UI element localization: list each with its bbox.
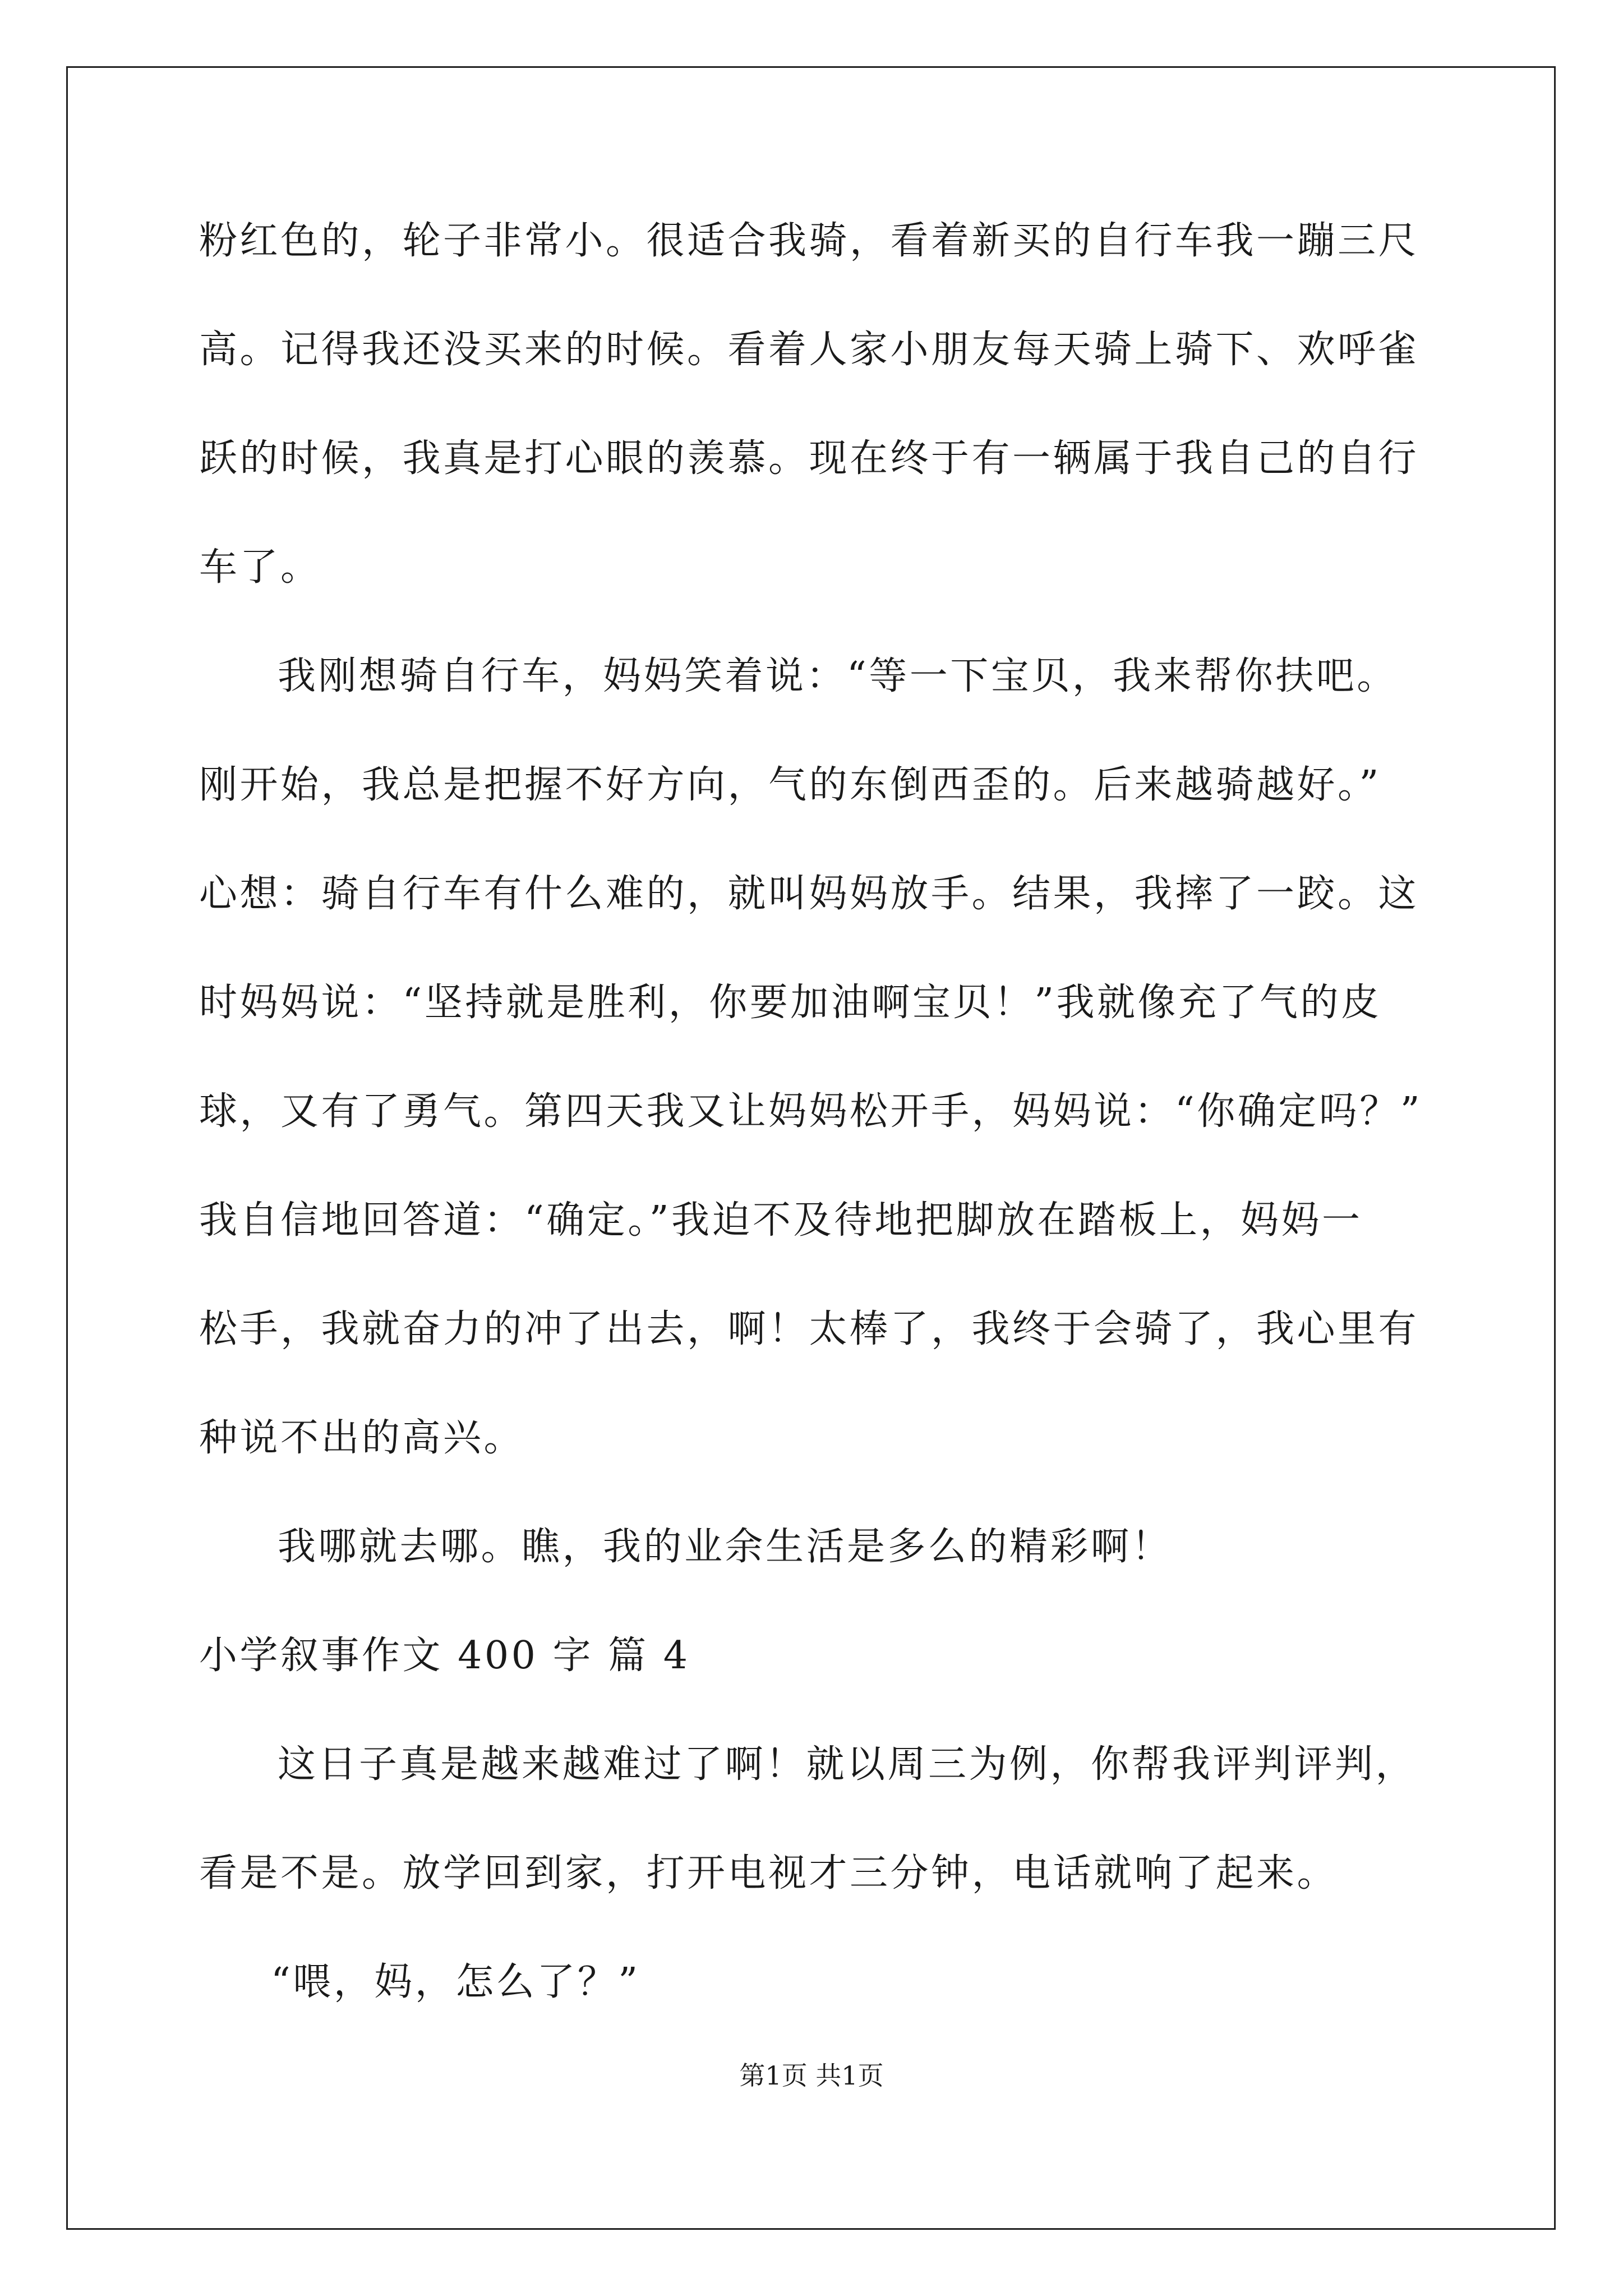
text-line: 球，又有了勇气。第四天我又让妈妈松开手，妈妈说：“你确定吗？” xyxy=(199,1089,1423,1134)
text-line: 松手，我就奋力的冲了出去，啊！太棒了，我终于会骑了，我心里有 xyxy=(199,1307,1419,1351)
text-line: 看是不是。放学回到家，打开电视才三分钟，电话就响了起来。 xyxy=(199,1851,1338,1895)
paragraph-start-line: 这日子真是越来越难过了啊！就以周三为例，你帮我评判评判， xyxy=(278,1742,1417,1787)
page-number-footer: 第1页 共1页 xyxy=(739,2060,884,2091)
text-line: 种说不出的高兴。 xyxy=(199,1416,525,1460)
text-line: 我自信地回答道：“确定。”我迫不及待地把脚放在踏板上，妈妈一 xyxy=(199,1198,1363,1243)
text-line: 心想：骑自行车有什么难的，就叫妈妈放手。结果，我摔了一跤。这 xyxy=(199,872,1419,916)
text-line: 跃的时候，我真是打心眼的羡慕。现在终于有一辆属于我自己的自行 xyxy=(199,436,1419,481)
dialogue-line: “喂，妈，怎么了？” xyxy=(271,1960,640,2004)
text-line: 粉红色的，轮子非常小。很适合我骑，看着新买的自行车我一蹦三尺 xyxy=(199,219,1419,263)
text-line: 时妈妈说：“坚持就是胜利，你要加油啊宝贝！”我就像充了气的皮 xyxy=(199,981,1382,1025)
section-heading: 小学叙事作文 400 字 篇 4 xyxy=(199,1634,690,1678)
text-line: 车了。 xyxy=(199,545,321,590)
text-line: 刚开始，我总是把握不好方向，气的东倒西歪的。后来越骑越好。” xyxy=(199,763,1381,807)
text-line: 高。记得我还没买来的时候。看着人家小朋友每天骑上骑下、欢呼雀 xyxy=(199,328,1419,372)
paragraph-start-line: 我刚想骑自行车，妈妈笑着说：“等一下宝贝，我来帮你扶吧。 xyxy=(278,654,1398,698)
paragraph-start-line: 我哪就去哪。瞧，我的业余生活是多么的精彩啊！ xyxy=(278,1525,1173,1569)
